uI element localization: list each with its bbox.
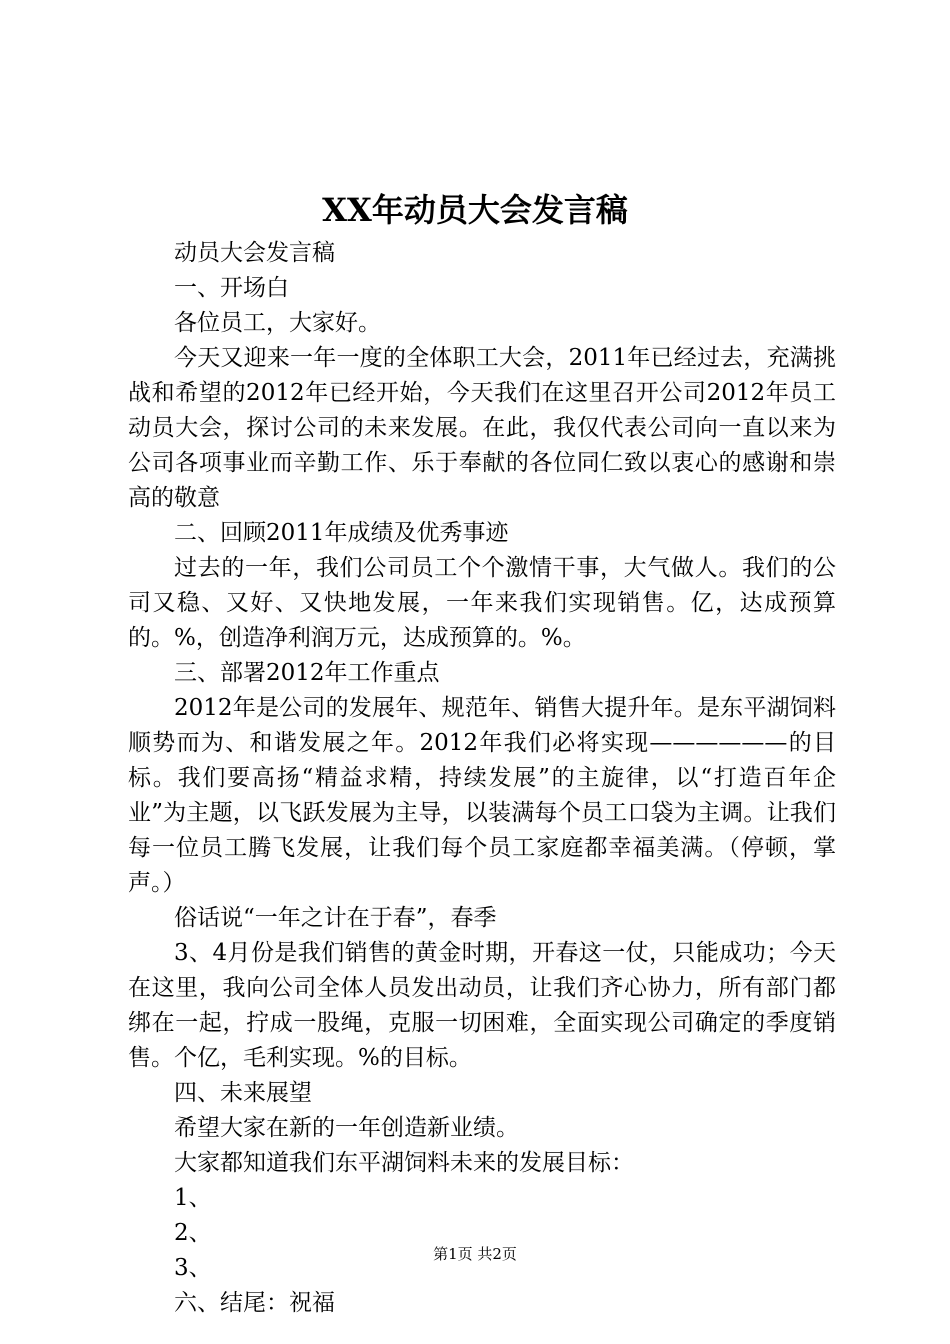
paragraph: 今天又迎来一年一度的全体职工大会，2011年已经过去，充满挑战和希望的2012年已经开始，今天我们在这里召开公司2012年员工动员大会，探讨公司的未来发展。在此，我仅代表公司向一直以来为公司各项事业而辛勤工作、乐于奉献的各位同仁致以衷心的感谢和崇高的敬意 bbox=[128, 345, 836, 511]
section-heading: 二、回顾2011年成绩及优秀事迹 bbox=[174, 520, 509, 546]
list-item: 3、 bbox=[174, 1255, 212, 1281]
paragraph: 3、4月份是我们销售的黄金时期，开春这一仗，只能成功；今天在这里，我向公司全体人员发出动员，让我们齐心协力，所有部门都绑在一起，拧成一股绳，克服一切困难，全面实现公司确定的季度销售。个亿，毛利实现。%的目标。 bbox=[128, 940, 836, 1071]
document-body bbox=[128, 236, 836, 1321]
section-heading: 一、开场白 bbox=[174, 275, 289, 301]
paragraph: 俗话说“一年之计在于春”，春季 bbox=[174, 905, 497, 931]
paragraph: 希望大家在新的一年创造新业绩。 bbox=[174, 1115, 519, 1141]
document-title: XX年动员大会发言稿 bbox=[322, 191, 628, 229]
paragraph: 动员大会发言稿 bbox=[174, 240, 335, 266]
list-item: 2、 bbox=[174, 1220, 212, 1246]
list-item: 1、 bbox=[174, 1185, 212, 1211]
paragraph: 2012年是公司的发展年、规范年、销售大提升年。是东平湖饲料顺势而为、和谐发展之年。2012年我们必将实现——————的目标。我们要高扬“精益求精，持续发展”的主旋律，以“打造百年企业”为主题，以飞跃发展为主导，以装满每个员工口袋为主调。让我们每一位员工腾飞发展，让我们每个员工家庭都幸福美满。（停顿，掌声。） bbox=[128, 695, 836, 896]
section-heading: 六、结尾：祝福 bbox=[174, 1290, 335, 1316]
section-heading: 四、未来展望 bbox=[174, 1080, 312, 1106]
paragraph: 过去的一年，我们公司员工个个激情干事，大气做人。我们的公司又稳、又好、又快地发展，一年来我们实现销售。亿，达成预算的。%，创造净利润万元，达成预算的。%。 bbox=[128, 555, 836, 651]
page-footer: 第1页 共2页 bbox=[433, 1245, 517, 1263]
section-heading: 三、部署2012年工作重点 bbox=[174, 660, 440, 686]
paragraph: 各位员工，大家好。 bbox=[174, 310, 381, 336]
paragraph: 大家都知道我们东平湖饲料未来的发展目标： bbox=[174, 1150, 634, 1176]
